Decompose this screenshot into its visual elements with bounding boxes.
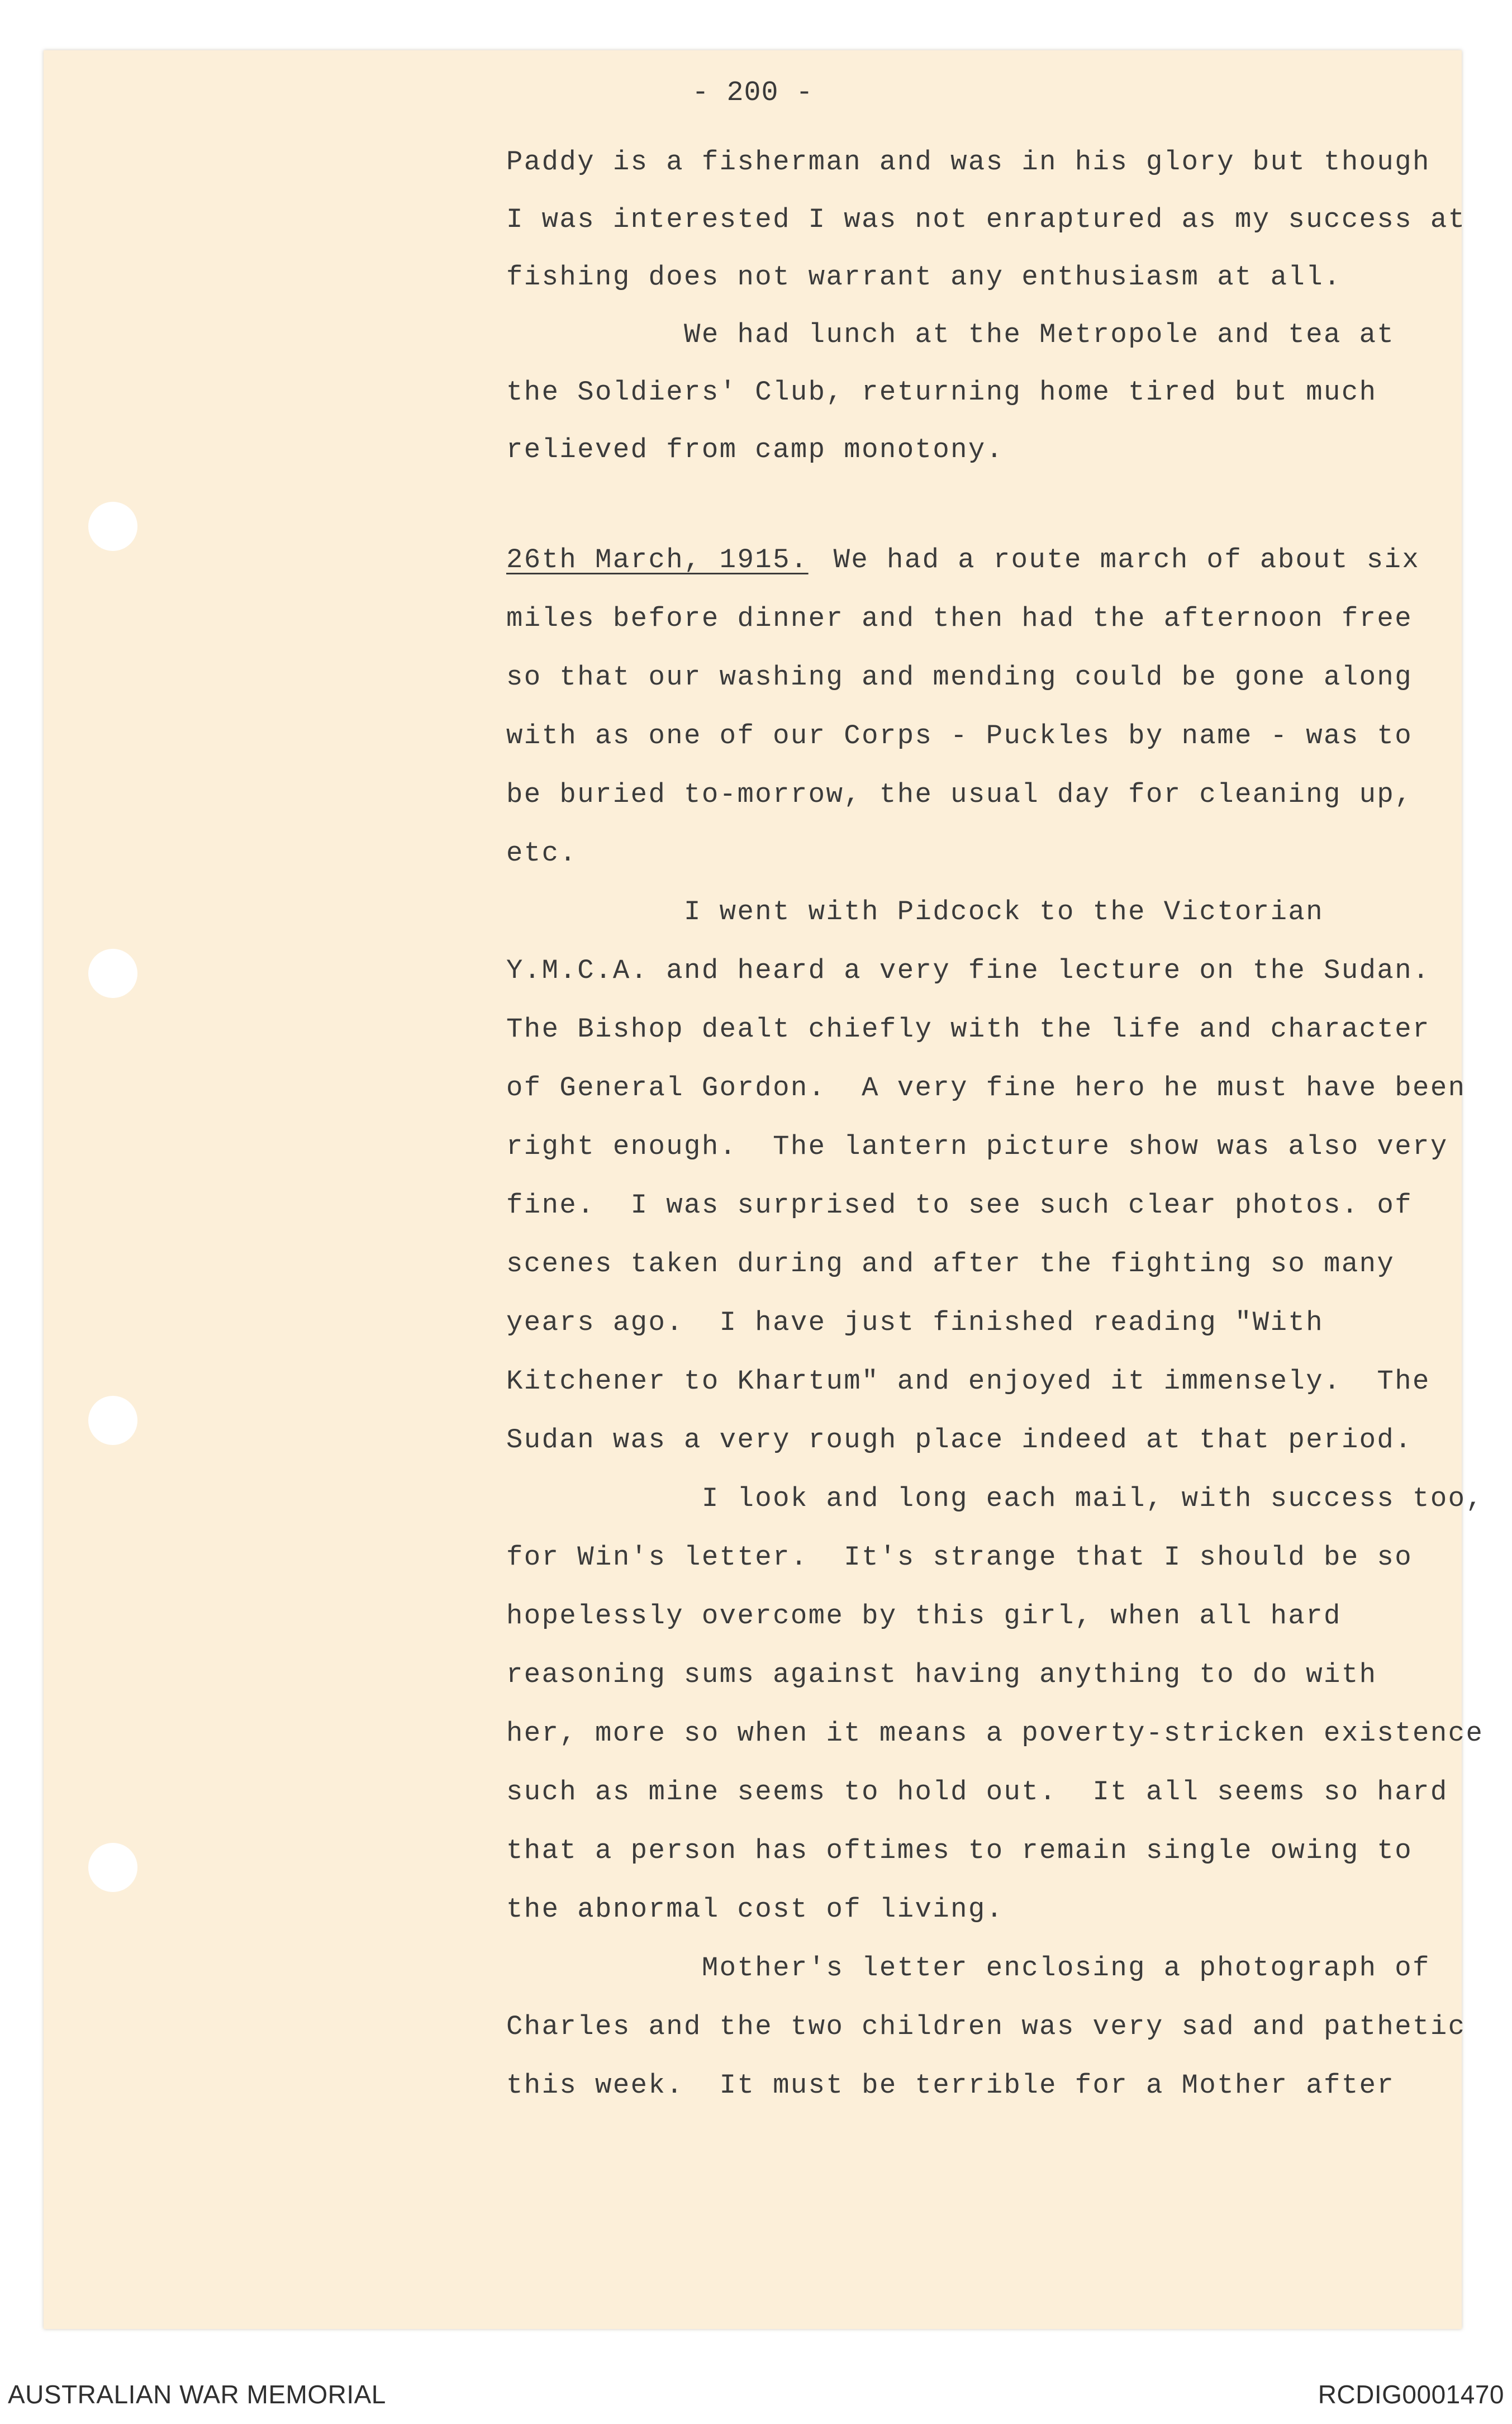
text-line: that a person has oftimes to remain single owing to xyxy=(506,1835,1413,1866)
text-line: The Bishop dealt chiefly with the life and character xyxy=(506,1014,1430,1045)
text-line: such as mine seems to hold out. It all seems so hard xyxy=(506,1776,1448,1808)
text-line: years ago. I have just finished reading "With xyxy=(506,1307,1324,1338)
footer-record-id: RCDIG0001470 xyxy=(1318,2380,1504,2409)
text-line: Paddy is a fisherman and was in his glory but though xyxy=(506,146,1430,178)
text-line: Charles and the two children was very sad and pathetic xyxy=(506,2011,1466,2042)
punch-hole-4 xyxy=(88,1843,137,1892)
entry-date: 26th March, 1915. xyxy=(506,544,809,576)
text-line: We had lunch at the Metropole and tea at xyxy=(506,319,1395,350)
text-line: this week. It must be terrible for a Mother after xyxy=(506,2070,1395,2101)
text-line: her, more so when it means a poverty-stricken existence xyxy=(506,1718,1484,1749)
page-number: - 200 - xyxy=(692,77,814,109)
text-line: scenes taken during and after the fighting so many xyxy=(506,1248,1395,1280)
typed-page xyxy=(44,50,1484,2329)
punch-hole-2 xyxy=(88,949,137,998)
text-line: Sudan was a very rough place indeed at that period. xyxy=(506,1424,1413,1456)
text-line: the Soldiers' Club, returning home tired but much xyxy=(506,377,1377,408)
punch-hole-1 xyxy=(88,502,137,551)
text-line: We had a route march of about six xyxy=(798,544,1420,576)
text-line: for Win's letter. It's strange that I should be so xyxy=(506,1542,1413,1573)
text-line: relieved from camp monotony. xyxy=(506,434,1004,465)
text-line: hopelessly overcome by this girl, when all hard xyxy=(506,1600,1342,1632)
punch-hole-3 xyxy=(88,1396,137,1445)
text-line: with as one of our Corps - Puckles by name - was to xyxy=(506,720,1413,752)
text-line: I went with Pidcock to the Victorian xyxy=(506,896,1324,928)
text-line: of General Gordon. A very fine hero he must have been xyxy=(506,1072,1466,1104)
text-line: the abnormal cost of living. xyxy=(506,1894,1004,1925)
text-line: Kitchener to Khartum" and enjoyed it immensely. The xyxy=(506,1366,1430,1397)
text-line: be buried to-morrow, the usual day for cleaning up, xyxy=(506,779,1413,810)
text-line: etc. xyxy=(506,838,578,869)
text-line: I was interested I was not enraptured as my success at xyxy=(506,204,1466,235)
footer-institution: AUSTRALIAN WAR MEMORIAL xyxy=(8,2380,386,2409)
text-line: Y.M.C.A. and heard a very fine lecture on the Sudan. xyxy=(506,955,1430,986)
text-line: miles before dinner and then had the afternoon free xyxy=(506,603,1413,634)
text-line: fine. I was surprised to see such clear photos. of xyxy=(506,1190,1413,1221)
text-line: I look and long each mail, with success too, xyxy=(506,1483,1484,1514)
text-line: Mother's letter enclosing a photograph of xyxy=(506,1952,1430,1984)
text-line: so that our washing and mending could be gone along xyxy=(506,662,1413,693)
text-line: reasoning sums against having anything to do with xyxy=(506,1659,1377,1690)
text-line: fishing does not warrant any enthusiasm at all. xyxy=(506,262,1342,293)
text-line: right enough. The lantern picture show was also very xyxy=(506,1131,1448,1162)
